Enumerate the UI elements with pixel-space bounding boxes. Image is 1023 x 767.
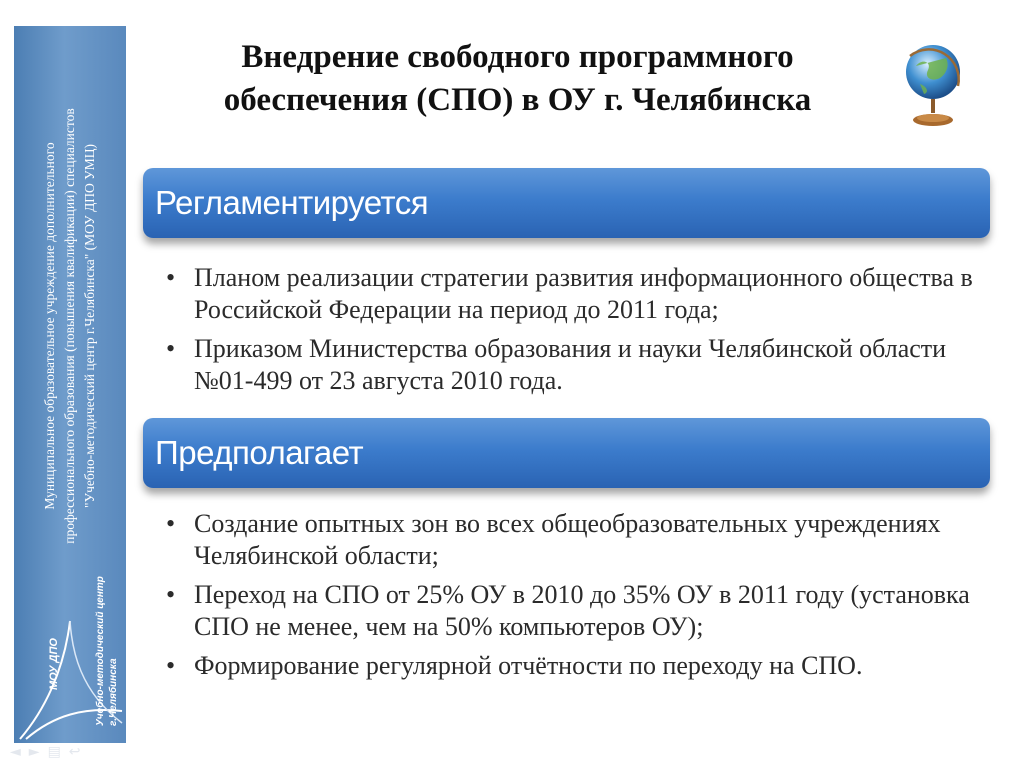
title-line-2: обеспечения (СПО) в ОУ г. Челябинска xyxy=(223,82,812,118)
slide-title xyxy=(140,36,895,122)
logo-name-line: г.Челябинска xyxy=(108,658,119,726)
list-item-text: Создание опытных зон во всех общеобразовательных учреждениях Челябинской области; xyxy=(194,509,941,570)
logo-name xyxy=(94,576,120,726)
list-item xyxy=(166,508,976,572)
title-line-1: Внедрение свободного программного xyxy=(241,39,794,75)
list-item xyxy=(166,333,976,397)
list-item xyxy=(166,262,976,326)
section-header-regulated: Регламентируется xyxy=(143,168,990,238)
prev-slide-icon[interactable]: ◄ xyxy=(10,744,29,760)
list-item xyxy=(166,579,976,643)
logo-name-line: Учебно-методический центр xyxy=(95,576,106,726)
logo-abbreviation: МОУ ДПО xyxy=(48,638,60,690)
globe-icon xyxy=(902,36,964,134)
list-item-text: Переход на СПО от 25% ОУ в 2010 до 35% ОУ в 2011 году (установка СПО не менее, чем на 50% компьютеров ОУ); xyxy=(194,580,970,641)
org-line: "Учебно-методический центр г.Челябинска" (МОУ ДПО УМЦ) xyxy=(82,144,97,508)
list-item-text: Формирование регулярной отчётности по переходу на СПО. xyxy=(194,651,863,680)
assumes-list xyxy=(166,508,976,689)
bullet-icon: • xyxy=(166,334,176,363)
list-item xyxy=(166,650,976,682)
bullet-icon: • xyxy=(166,263,176,292)
org-line: профессионального образования (повышения квалификации) специалистов xyxy=(62,108,77,544)
bullet-icon: • xyxy=(166,651,176,680)
list-item-text: Планом реализации стратегии развития информационного общества в Российской Федерации на период до 2011 года; xyxy=(194,263,973,324)
bullet-icon: • xyxy=(166,580,176,609)
sidebar-band xyxy=(14,26,126,743)
regulated-list xyxy=(166,262,976,404)
menu-icon[interactable]: ▤ xyxy=(47,744,69,760)
section-header-assumes: Предполагает xyxy=(143,418,990,488)
slide-navigation xyxy=(10,744,89,760)
bullet-icon: • xyxy=(166,509,176,538)
organization-name xyxy=(40,66,100,586)
next-slide-icon[interactable]: ► xyxy=(28,744,48,760)
org-line: Муниципальное образовательное учреждение дополнительного xyxy=(42,142,57,510)
list-item-text: Приказом Министерства образования и науки Челябинской области №01-499 от 23 августа 2010 года. xyxy=(194,334,947,395)
return-icon[interactable]: ↩ xyxy=(68,744,89,760)
